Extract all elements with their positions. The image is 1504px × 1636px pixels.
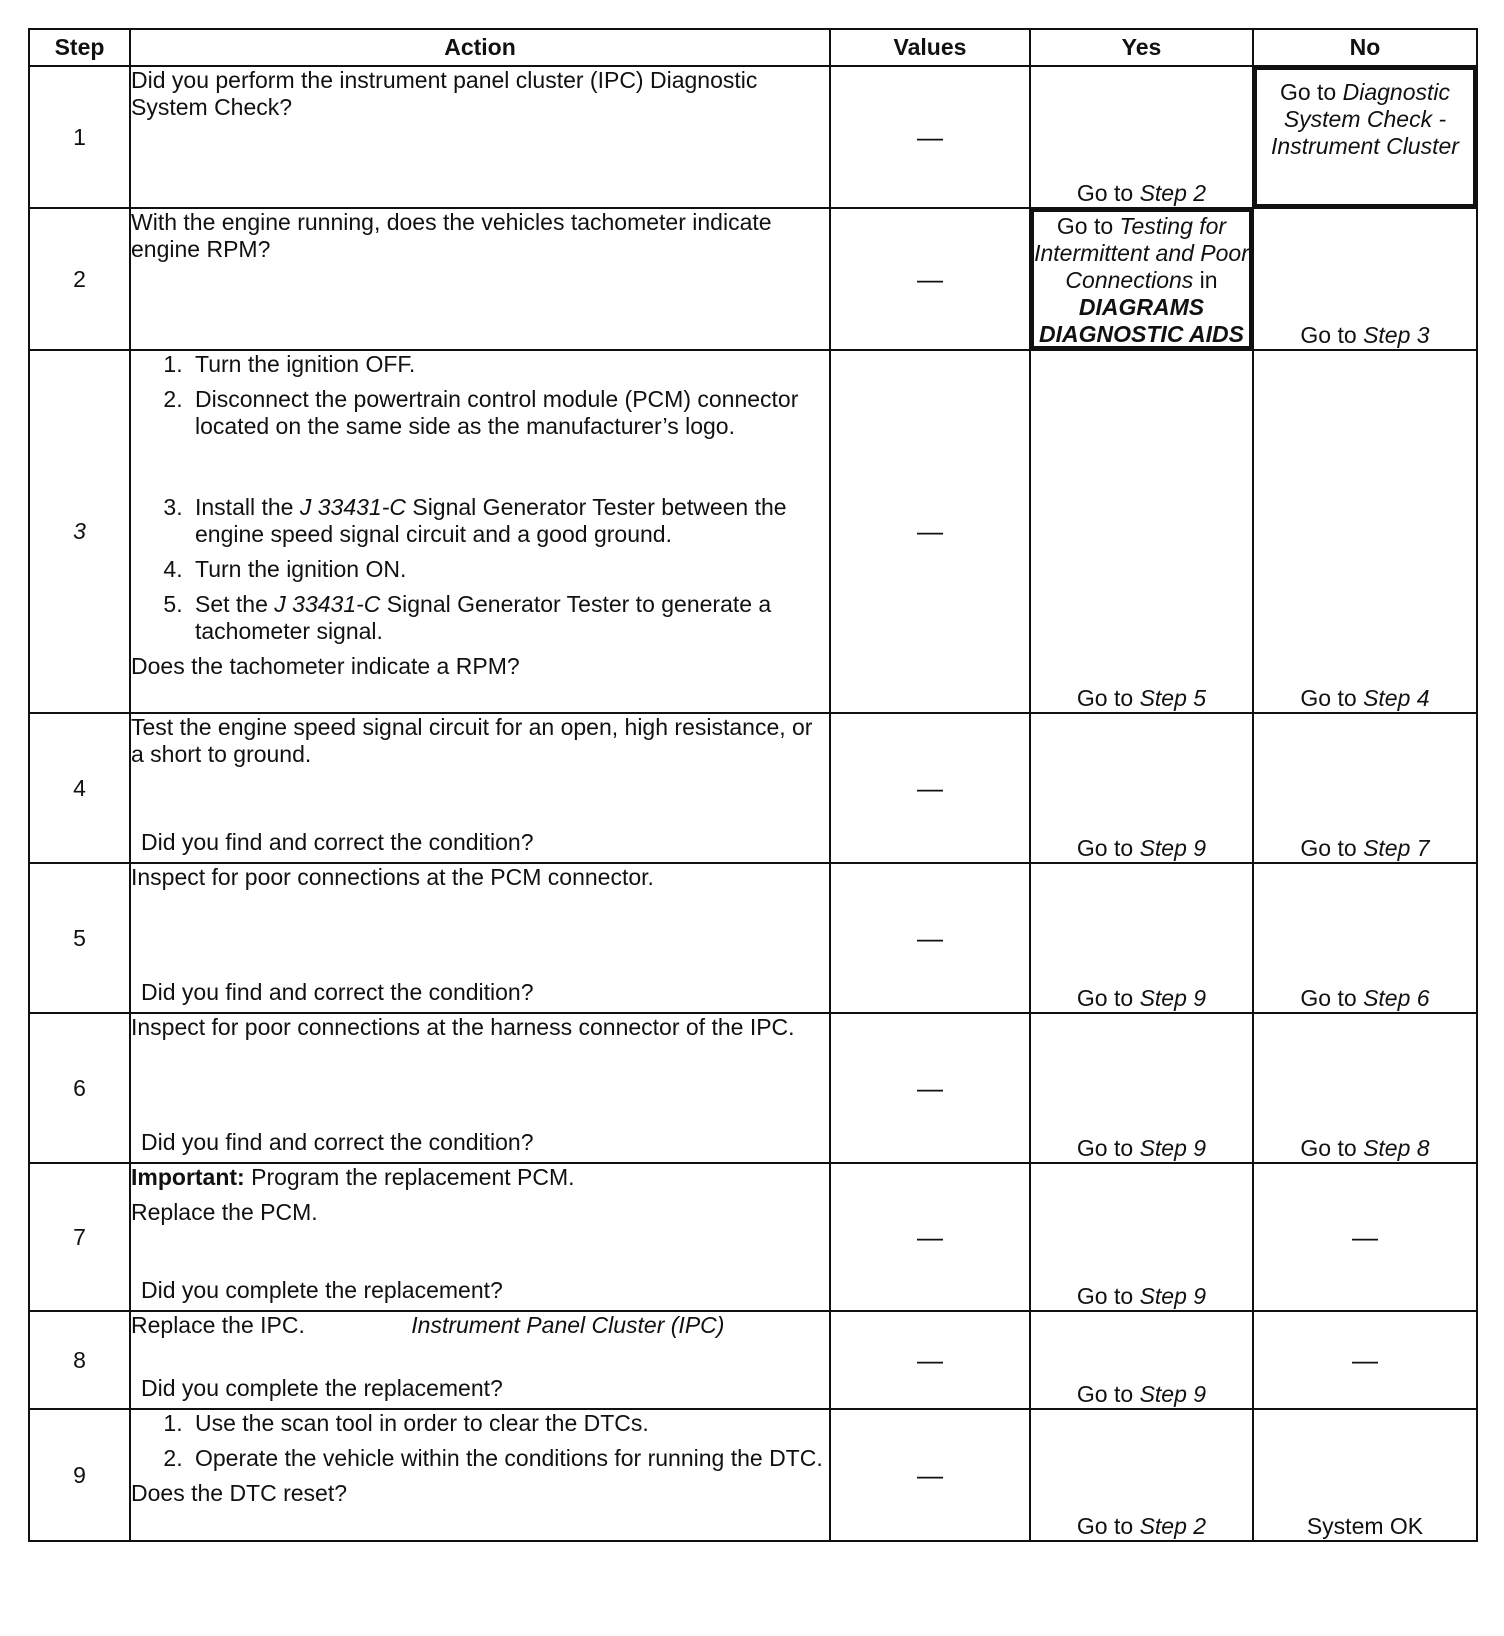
values-cell: — — [830, 713, 1030, 863]
header-row — [29, 29, 1477, 66]
yes-prefix: Go to — [1076, 985, 1134, 1011]
yes-cell[interactable] — [1030, 208, 1253, 350]
yes-link[interactable]: Step 5 — [1139, 685, 1207, 711]
values-cell: — — [830, 66, 1030, 208]
instruction-list — [131, 494, 829, 645]
diagnostic-table — [28, 28, 1478, 1542]
yes-link[interactable]: Step 9 — [1139, 1381, 1207, 1407]
question-text: Does the DTC reset? — [131, 1480, 348, 1506]
yes-cell[interactable] — [1030, 1013, 1253, 1163]
no-prefix: Go to — [1300, 322, 1357, 348]
tool-name: J 33431-C — [274, 591, 381, 617]
yes-link[interactable]: Step 9 — [1139, 1135, 1207, 1161]
yes-cell[interactable] — [1030, 66, 1253, 208]
yes-section-link[interactable]: DIAGRAMS DIAGNOSTIC AIDS — [1039, 294, 1244, 347]
step-number: 3 — [29, 350, 130, 713]
yes-prefix: Go to — [1076, 1381, 1134, 1407]
yes-prefix: Go to — [1076, 1135, 1134, 1161]
important-text: Program the replacement PCM. — [251, 1164, 575, 1190]
no-cell[interactable] — [1253, 713, 1477, 863]
yes-link[interactable]: Step 9 — [1139, 835, 1207, 861]
yes-prefix: Go to — [1076, 1283, 1134, 1309]
action-text: Inspect for poor connections at the harness connector of the IPC. — [131, 1014, 795, 1040]
table-row-step-8 — [29, 1311, 1477, 1409]
list-item — [189, 494, 829, 548]
action-cell — [130, 1013, 830, 1163]
header-no: No — [1253, 29, 1477, 66]
step-number: 9 — [29, 1409, 130, 1541]
table-row-step-1 — [29, 66, 1477, 208]
action-text: With the engine running, does the vehicles tachometer indicate engine RPM? — [131, 209, 772, 262]
no-prefix: Go to — [1300, 1135, 1357, 1161]
values-cell: — — [830, 350, 1030, 713]
action-cell — [130, 208, 830, 350]
table-row-step-4 — [29, 713, 1477, 863]
list-item: 1. Use the scan tool in order to clear the DTCs. — [189, 1410, 829, 1437]
question-text: Does the tachometer indicate a RPM? — [131, 653, 520, 679]
question-text: Did you find and correct the condition? — [141, 979, 534, 1005]
list-item: 2. Operate the vehicle within the conditions for running the DTC. — [189, 1445, 829, 1472]
yes-prefix: Go to — [1056, 213, 1114, 239]
step-number: 5 — [29, 863, 130, 1013]
no-cell: — — [1253, 1311, 1477, 1409]
table-row-step-6 — [29, 1013, 1477, 1163]
table-row-step-7 — [29, 1163, 1477, 1311]
yes-link[interactable]: Step 9 — [1139, 985, 1207, 1011]
important-note — [131, 1164, 829, 1191]
step-number: 6 — [29, 1013, 130, 1163]
instruction-list — [131, 351, 829, 440]
action-text: Inspect for poor connections at the PCM connector. — [131, 864, 654, 890]
no-cell: System OK — [1253, 1409, 1477, 1541]
yes-prefix: Go to — [1076, 180, 1134, 206]
step-number: 8 — [29, 1311, 130, 1409]
header-step: Step — [29, 29, 130, 66]
action-cell — [130, 863, 830, 1013]
yes-link[interactable]: Step 9 — [1139, 1283, 1207, 1309]
no-prefix: Go to — [1300, 685, 1357, 711]
step-number: 4 — [29, 713, 130, 863]
list-item — [189, 591, 829, 645]
step-number: 2 — [29, 208, 130, 350]
action-text: Did you perform the instrument panel cluster (IPC) Diagnostic System Check? — [131, 67, 758, 120]
no-cell: — — [1253, 1163, 1477, 1311]
step-number: 1 — [29, 66, 130, 208]
yes-link[interactable]: Step 2 — [1139, 180, 1207, 206]
header-yes: Yes — [1030, 29, 1253, 66]
action-text: Test the engine speed signal circuit for an open, high resistance, or a short to ground. — [131, 714, 813, 767]
no-link[interactable]: Step 6 — [1363, 985, 1430, 1011]
no-cell[interactable] — [1253, 208, 1477, 350]
list-item: 4. Turn the ignition ON. — [189, 556, 829, 583]
list-item-text: Signal Generator Tester to generate a tachometer signal. — [195, 591, 772, 644]
no-cell[interactable] — [1253, 1013, 1477, 1163]
no-link[interactable]: Step 7 — [1363, 835, 1430, 861]
list-item: 1. Turn the ignition OFF. — [189, 351, 829, 378]
question-text: Did you find and correct the condition? — [141, 1129, 534, 1155]
yes-prefix: Go to — [1076, 1513, 1134, 1539]
yes-cell[interactable] — [1030, 350, 1253, 713]
values-cell: — — [830, 1013, 1030, 1163]
no-link[interactable]: Step 8 — [1363, 1135, 1430, 1161]
table-row-step-5 — [29, 863, 1477, 1013]
yes-cell[interactable] — [1030, 863, 1253, 1013]
header-action: Action — [130, 29, 830, 66]
no-prefix: Go to — [1279, 79, 1337, 105]
yes-link[interactable]: Testing for Intermittent and Poor Connections — [1034, 213, 1249, 293]
table-row-step-3 — [29, 350, 1477, 713]
action-line — [131, 1312, 829, 1339]
no-cell[interactable] — [1253, 66, 1477, 208]
no-cell[interactable] — [1253, 350, 1477, 713]
yes-cell[interactable] — [1030, 1409, 1253, 1541]
question-text: Did you find and correct the condition? — [141, 829, 534, 855]
reference-link[interactable]: Instrument Panel Cluster (IPC) — [411, 1312, 725, 1338]
list-item-text: Install the — [195, 494, 294, 520]
yes-cell[interactable] — [1030, 1163, 1253, 1311]
yes-prefix: Go to — [1076, 835, 1134, 861]
no-link[interactable]: Diagnostic System Check - Instrument Cluster — [1271, 79, 1459, 159]
question-text: Did you complete the replacement? — [141, 1277, 503, 1303]
question-text: Did you complete the replacement? — [141, 1375, 503, 1401]
no-prefix: Go to — [1300, 835, 1357, 861]
action-cell — [130, 1311, 830, 1409]
yes-prefix: Go to — [1076, 685, 1134, 711]
action-cell — [130, 1409, 830, 1541]
action-cell — [130, 1163, 830, 1311]
yes-cell[interactable] — [1030, 1311, 1253, 1409]
no-prefix: Go to — [1300, 985, 1357, 1011]
yes-link[interactable]: Step 2 — [1139, 1513, 1207, 1539]
instruction-list — [131, 1410, 829, 1472]
values-cell: — — [830, 863, 1030, 1013]
list-item: 2. Disconnect the powertrain control module (PCM) connector located on the same side as the manufacturer’s logo. — [189, 386, 829, 440]
no-cell[interactable] — [1253, 863, 1477, 1013]
no-link[interactable]: Step 3 — [1363, 322, 1430, 348]
action-cell — [130, 713, 830, 863]
table-row-step-9 — [29, 1409, 1477, 1541]
action-cell — [130, 66, 830, 208]
list-item-text: Signal Generator Tester between the engine speed signal circuit and a good ground. — [195, 494, 787, 547]
action-text: Replace the IPC. — [131, 1312, 305, 1338]
tool-name: J 33431-C — [299, 494, 406, 520]
values-cell: — — [830, 1311, 1030, 1409]
important-label: Important: — [131, 1164, 245, 1190]
header-values: Values — [830, 29, 1030, 66]
list-item-text: Set the — [195, 591, 268, 617]
values-cell: — — [830, 1409, 1030, 1541]
yes-in: in — [1199, 267, 1218, 293]
step-number: 7 — [29, 1163, 130, 1311]
no-link[interactable]: Step 4 — [1363, 685, 1430, 711]
yes-cell[interactable] — [1030, 713, 1253, 863]
action-text: Replace the PCM. — [131, 1199, 318, 1225]
values-cell: — — [830, 1163, 1030, 1311]
values-cell: — — [830, 208, 1030, 350]
action-cell — [130, 350, 830, 713]
table-row-step-2 — [29, 208, 1477, 350]
